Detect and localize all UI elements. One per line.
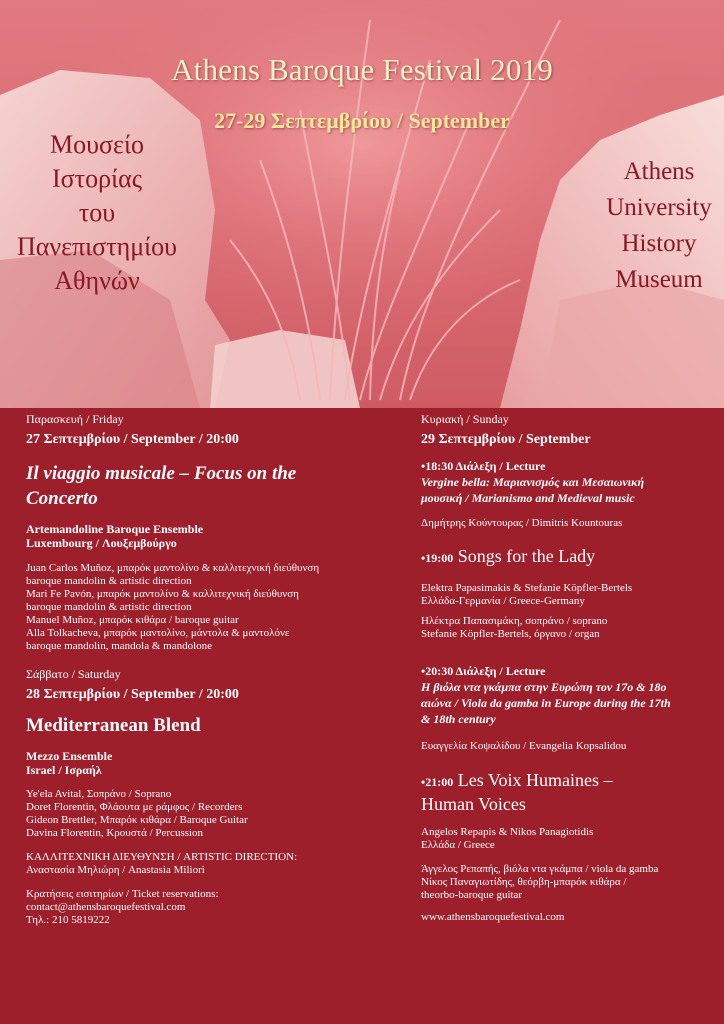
venue-gr-line: Αθηνών: [54, 266, 140, 295]
ensemble-country: Israel / Ισραήλ: [26, 763, 102, 777]
saturday-ensemble: [26, 749, 396, 777]
performer-line: Gideon Brettler, Μπαρόκ κιθάρα / Baroque Guitar: [26, 814, 248, 826]
concert-2-performers: [421, 863, 717, 902]
artists-country: Ελλάδα-Γερμανία / Greece-Germany: [421, 595, 585, 607]
artistic-director: Αναστασία Μηλιώρη / Anastasia Miliori: [26, 864, 205, 876]
sunday-day: Κυριακή / Sunday: [421, 412, 509, 426]
venue-en-line: Athens: [623, 158, 695, 185]
lecture-label: •20:30 Διάλεξη / Lecture: [421, 664, 546, 678]
friday-ensemble: [26, 522, 396, 550]
performer-line: Juan Carlos Muñoz, μπαρόκ μαντολίνο & καλλιτεχνική διεύθυνση: [26, 562, 320, 574]
sunday-header: [421, 412, 717, 449]
lecture-2: [421, 664, 717, 727]
tickets-label: Κρατήσεις εισιτηρίων / Ticket reservations:: [26, 888, 219, 900]
performer-line: Manuel Muñoz, μπαρόκ κιθάρα / baroque guitar: [26, 614, 239, 626]
concert-1-performers: [421, 615, 717, 641]
performer-line: Alla Tolkacheva, μπαρόκ μαντολίνο, μάντολα & μαντολόνε: [26, 627, 290, 639]
venue-en-line: History: [621, 230, 697, 257]
concert-2-artists: [421, 826, 717, 852]
ensemble-name: Mezzo Ensemble: [26, 749, 113, 763]
venue-name-english: [592, 154, 724, 298]
venue-name-greek: [2, 128, 192, 298]
performer-line: baroque mandolin, mandola & mandolone: [26, 640, 213, 652]
concert-2-heading: [421, 769, 717, 815]
concert-time: •21:00: [421, 775, 454, 789]
ensemble-name: Artemandoline Baroque Ensemble: [26, 522, 204, 536]
saturday-day: Σάββατο / Saturday: [26, 667, 121, 681]
website-link[interactable]: www.athensbaroquefestival.com: [421, 911, 565, 923]
concert-title-line: Il viaggio musicale – Focus on the: [26, 463, 297, 484]
lecture-title-line: αιώνα / Viola da gamba in Europe during the 17th: [421, 696, 671, 710]
friday-day: Παρασκευή / Friday: [26, 412, 124, 426]
performer-line: theorbo-baroque guitar: [421, 889, 523, 901]
lecture-1-speaker: Δημήτρης Κούντουρας / Dimitris Kountouras: [421, 517, 623, 529]
festival-dates: 27-29 Σεπτεμβρίου / September: [214, 108, 510, 133]
lecture-title-line: Η βιόλα ντα γκάμπα στην Ευρώπη τον 17ο & 18ο: [421, 680, 667, 694]
lecture-1: [421, 459, 717, 506]
artists-line: Angelos Repapis & Nikos Panagiotidis: [421, 826, 594, 838]
ensemble-country: Luxembourg / Λουξεμβούργο: [26, 536, 177, 550]
saturday-concert-title: [26, 713, 396, 738]
artists-country: Ελλάδα / Greece: [421, 839, 495, 851]
performer-line: Mari Fe Pavón, μπαρόκ μαντολίνο & καλλιτεχνική διεύθυνση: [26, 588, 299, 600]
performer-line: Davina Florentin, Κρουστά / Percussion: [26, 827, 204, 839]
performer-line: Νίκος Παναγιωτίδης, θεόρβη-μπαρόκ κιθάρα /: [421, 876, 627, 888]
friday-performers: [26, 562, 396, 653]
friday-concert-title: [26, 461, 396, 511]
venue-gr-line: Ιστορίας: [51, 164, 142, 193]
venue-gr-line: Πανεπιστημίου: [16, 232, 178, 261]
venue-en-line: Museum: [615, 266, 703, 293]
performer-line: Doret Florentin, Φλάουτα με ράμφος / Recorders: [26, 801, 243, 813]
ticket-reservations: [26, 888, 396, 927]
concert-title-line: Concerto: [26, 488, 98, 509]
performer-line: Ye'ela Avital, Σοπράνο / Soprano: [26, 788, 172, 800]
friday-header: [26, 412, 396, 449]
sunday-date: 29 Σεπτεμβρίου / September: [421, 432, 591, 447]
performer-line: baroque mandolin & artistic direction: [26, 601, 192, 613]
lecture-label: •18:30 Διάλεξη / Lecture: [421, 459, 546, 473]
performer-line: Άγγελος Ρεπαπής, βιόλα ντα γκάμπα / viola da gamba: [421, 863, 659, 875]
lecture-title-line: μουσική / Marianismo and Medieval music: [421, 491, 635, 505]
tickets-phone[interactable]: Τηλ.: 210 5819222: [26, 914, 110, 926]
venue-en-line: University: [606, 194, 712, 221]
venue-gr-line: του: [78, 198, 116, 227]
saturday-date: 28 Σεπτεμβρίου / September / 20:00: [26, 687, 239, 702]
hero-banner: [0, 0, 724, 408]
artistic-direction: [26, 851, 396, 877]
lecture-2-speaker: Ευαγγελία Κοψαλίδου / Evangelia Kopsalidou: [421, 740, 627, 752]
friday-date: 27 Σεπτεμβρίου / September / 20:00: [26, 432, 239, 447]
artistic-direction-label: ΚΑΛΛΙΤΕΧΝΙΚΗ ΔΙΕΥΘΥΝΣΗ / ARTISTIC DIRECTION:: [26, 851, 298, 863]
venue-gr-line: Μουσείο: [50, 130, 144, 159]
performer-line: Ηλέκτρα Παπασιμάκη, σοπράνο / soprano: [421, 615, 608, 627]
concert-title: Songs for the Lady: [457, 546, 596, 566]
concert-title-line: Les Voix Humaines –: [457, 770, 613, 790]
concert-time: •19:00: [421, 551, 454, 565]
artists-line: Elektra Papasimakis & Stefanie Köpfler-Bertels: [421, 582, 633, 594]
performer-line: Stefanie Köpfler-Bertels, όργανο / organ: [421, 628, 600, 640]
performer-line: baroque mandolin & artistic direction: [26, 575, 192, 587]
saturday-header: [26, 667, 396, 704]
saturday-performers: [26, 788, 396, 840]
tickets-email-link[interactable]: contact@athensbaroquefestival.com: [26, 901, 186, 913]
lecture-title-line: & 18th century: [421, 712, 496, 726]
lecture-title-line: Vergine bella: Μαριανισμός και Μεσαιωνική: [421, 475, 645, 489]
concert-title-line: Human Voices: [421, 794, 526, 814]
concert-title-line: Mediterranean Blend: [26, 715, 201, 736]
concert-1-heading: [421, 545, 717, 569]
festival-title: Athens Baroque Festival 2019: [171, 52, 553, 87]
concert-1-artists: [421, 582, 717, 608]
